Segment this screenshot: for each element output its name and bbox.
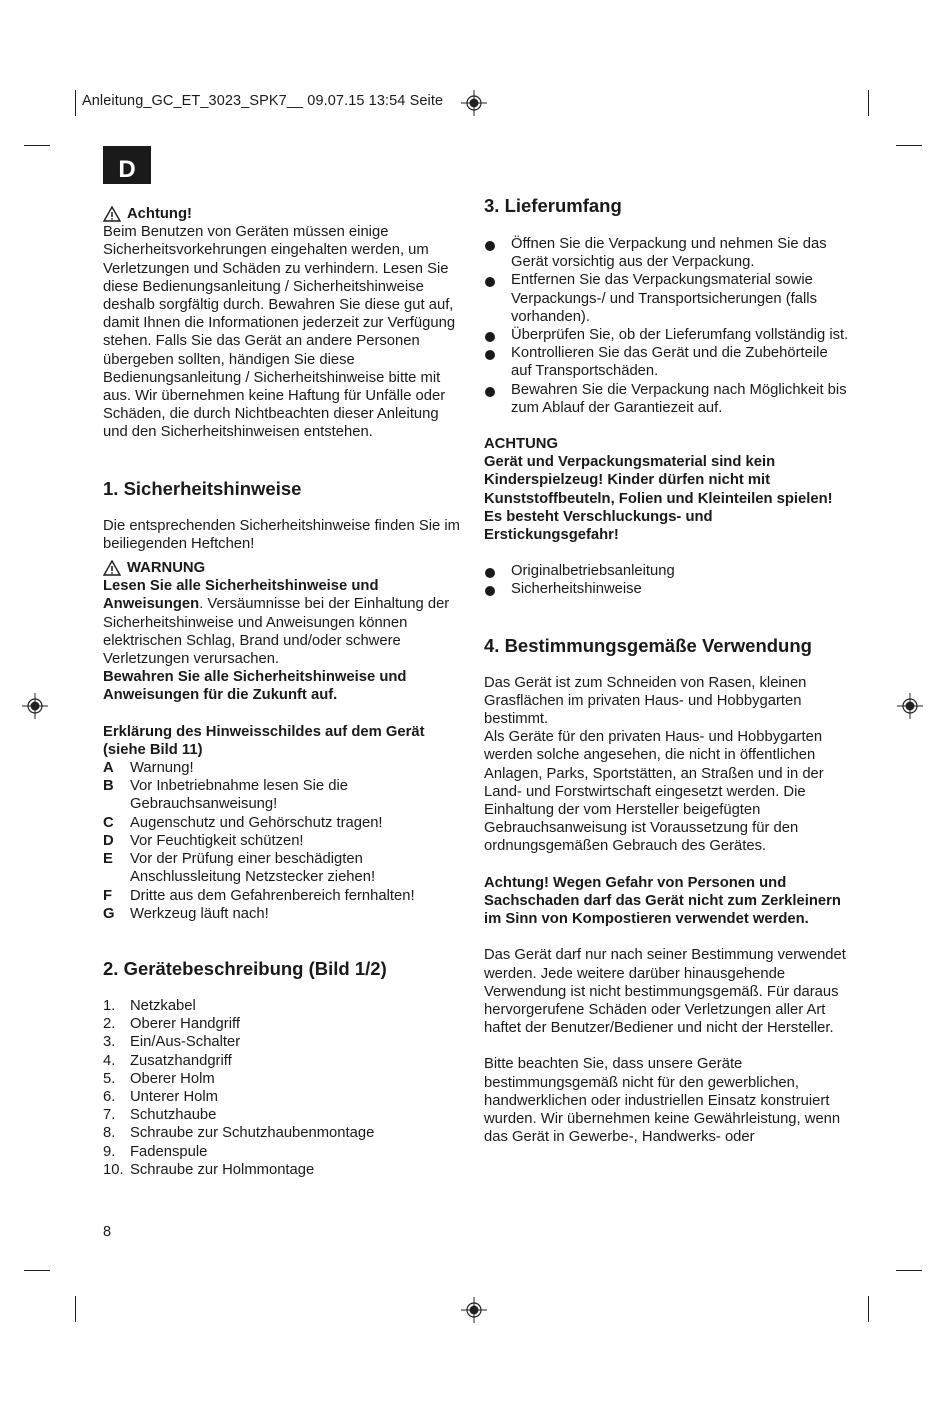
- part-item: [103, 1124, 463, 1142]
- bullet-icon: [485, 241, 495, 251]
- achtung-text: Beim Benutzen von Geräten müssen einige Sicherheitsvorkehrungen eingehalten werden, um Verletzungen und Schäden zu verhindern. Lesen Sie diese Bedienungsanleitung / Sicherheitshinweise deshalb sorgfältig durch. Bewahren Sie diese gut auf, damit Ihnen die Informationen jederzeit zur Verfügung stehen. Falls Sie das Gerät an andere Personen übergeben sollten, händigen Sie diese Bedienungsanleitung / Sicherheitshinweise bitte mit aus. Wir übernehmen keine Haftung für Unfälle oder Schäden, die durch Nichtbeachten dieser Anleitung und den Sicherheitshinweisen entstehen.: [103, 224, 456, 441]
- warnung-heading: [103, 559, 463, 577]
- part-item: [103, 1015, 463, 1033]
- crop-mark: [868, 90, 869, 116]
- part-name: Zusatzhandgriff: [130, 1052, 232, 1069]
- part-name: Oberer Holm: [130, 1070, 215, 1087]
- bullet-icon: [485, 350, 495, 360]
- sign-item: [103, 850, 463, 886]
- part-number: 8.: [103, 1125, 116, 1142]
- bullet-icon: [485, 568, 495, 578]
- delivery-step: [484, 271, 849, 326]
- crop-mark: [75, 1296, 76, 1322]
- sign-text: Werkzeug läuft nach!: [130, 905, 269, 922]
- language-tab: D: [103, 146, 151, 184]
- sign-item: [103, 759, 463, 777]
- section-4-title: 4. Bestimmungsgemäße Verwendung: [484, 634, 812, 656]
- part-number: 3.: [103, 1034, 116, 1051]
- part-item: [103, 1106, 463, 1124]
- step-text: Kontrollieren Sie das Gerät und die Zubehörteile auf Transportschäden.: [511, 345, 828, 380]
- right-column: [484, 195, 849, 1146]
- part-number: 4.: [103, 1052, 116, 1069]
- sign-text: Dritte aus dem Gefahrenbereich fernhalten!: [130, 887, 415, 904]
- step-text: Öffnen Sie die Verpackung und nehmen Sie das Gerät vorsichtig aus der Verpackung.: [511, 236, 827, 271]
- part-name: Schutzhaube: [130, 1107, 217, 1124]
- crop-mark: [896, 1270, 922, 1271]
- registration-mark-icon: [461, 90, 487, 116]
- warning-triangle-icon: [103, 560, 121, 576]
- delivery-steps: [484, 235, 849, 417]
- step-text: Überprüfen Sie, ob der Lieferumfang vollständig ist.: [511, 327, 849, 344]
- section-1-title: 1. Sicherheitshinweise: [103, 477, 302, 499]
- step-text: Bewahren Sie die Verpackung nach Möglichkeit bis zum Ablauf der Garantiezeit auf.: [511, 381, 847, 416]
- contents-item: [484, 580, 849, 598]
- part-number: 10.: [103, 1161, 124, 1178]
- part-name: Oberer Handgriff: [130, 1016, 240, 1033]
- crop-mark: [75, 90, 76, 116]
- section-4-warning: Achtung! Wegen Gefahr von Personen und Sachschaden darf das Gerät nicht zum Zerkleinern im Sinn von Kompostieren verwendet werden.: [484, 874, 841, 928]
- sign-text: Augenschutz und Gehörschutz tragen!: [130, 814, 383, 831]
- warnung-body: . Versäumnisse bei der Einhaltung der Sicherheitshinweise und Anweisungen können elektrischen Schlag, Brand und/oder schwere Verletzungen verursachen.: [103, 596, 450, 668]
- crop-mark: [24, 145, 50, 146]
- section-1-text: Die entsprechenden Sicherheitshinweise finden Sie im beiliegenden Heftchen!: [103, 517, 460, 552]
- page-number: 8: [103, 1224, 112, 1240]
- contents-list: [484, 562, 849, 598]
- sign-letter: A: [103, 760, 114, 777]
- part-name: Ein/Aus-Schalter: [130, 1034, 241, 1051]
- sign-item: [103, 814, 463, 832]
- sign-text: Warnung!: [130, 760, 194, 777]
- warning-triangle-icon: [103, 206, 121, 222]
- bullet-icon: [485, 586, 495, 596]
- section-4-paragraph: Das Gerät ist zum Schneiden von Rasen, kleinen Grasflächen im privaten Haus- und Hobbygarten bestimmt.: [484, 674, 807, 728]
- section-3-title: 3. Lieferumfang: [484, 195, 622, 216]
- section-4-paragraph: Das Gerät darf nur nach seiner Bestimmung verwendet werden. Jede weitere darüber hinausgehende Verwendung ist nicht bestimmungsgemäß. Für daraus hervorgerufene Schäden oder Verletzungen aller Art haftet der Benutzer/Bediener und nicht der Hersteller.: [484, 947, 846, 1037]
- part-name: Netzkabel: [130, 997, 196, 1014]
- crop-mark: [868, 1296, 869, 1322]
- part-item: [103, 1088, 463, 1106]
- bullet-icon: [485, 277, 495, 287]
- sign-text: Vor der Prüfung einer beschädigten Anschlussleitung Netzstecker ziehen!: [130, 851, 376, 886]
- section-4-paragraph: Bitte beachten Sie, dass unsere Geräte bestimmungsgemäß nicht für den gewerblichen, handwerklichen oder industriellen Einsatz konstruiert wurden. Wir übernehmen keine Gewährleistung, wenn das Gerät in Gewerbe-, Handwerks- oder: [484, 1056, 841, 1146]
- contents-text: Originalbetriebsanleitung: [511, 563, 675, 580]
- contents-item: [484, 562, 849, 580]
- part-number: 1.: [103, 997, 116, 1014]
- sign-item: [103, 887, 463, 905]
- section-4-paragraph: Als Geräte für den privaten Haus- und Hobbygarten werden solche angesehen, die nicht in öffentlichen Anlagen, Parks, Sportstätten, an Straßen und in der Land- und Forstwirtschaft eingesetzt werden. Die Einhaltung der vom Hersteller beigefügten Gebrauchsanweisung ist Voraussetzung für den ordnungsgemäßen Gebrauch des Gerätes.: [484, 729, 824, 855]
- step-text: Entfernen Sie das Verpackungsmaterial sowie Verpackungs-/ und Transportsicherungen (falls vorhanden).: [511, 272, 817, 325]
- part-item: [103, 1052, 463, 1070]
- registration-mark-icon: [897, 693, 923, 719]
- part-item: [103, 1161, 463, 1179]
- parts-list: [103, 997, 463, 1179]
- sign-letter: F: [103, 887, 113, 904]
- part-name: Unterer Holm: [130, 1088, 218, 1105]
- part-number: 5.: [103, 1070, 116, 1087]
- print-header: Anleitung_GC_ET_3023_SPK7__ 09.07.15 13:54 Seite: [82, 93, 444, 109]
- sign-letter: E: [103, 851, 113, 868]
- part-name: Schraube zur Holmmontage: [130, 1161, 315, 1178]
- section-2-title: 2. Gerätebeschreibung (Bild 1/2): [103, 957, 387, 979]
- warnung-keep: Bewahren Sie alle Sicherheitshinweise und Anweisungen für die Zukunft auf.: [103, 669, 407, 704]
- delivery-step: [484, 381, 849, 417]
- part-number: 7.: [103, 1107, 116, 1124]
- sign-item: [103, 777, 463, 813]
- erklaerung-title: Erklärung des Hinweisschildes auf dem Gerät (siehe Bild 11): [103, 723, 425, 758]
- delivery-step: [484, 326, 849, 344]
- part-item: [103, 1070, 463, 1088]
- part-number: 6.: [103, 1088, 116, 1105]
- part-item: [103, 1143, 463, 1161]
- contents-text: Sicherheitshinweise: [511, 581, 642, 598]
- sign-letter: G: [103, 905, 115, 922]
- warnung-text: [103, 577, 463, 668]
- part-item: [103, 1033, 463, 1051]
- sign-list: [103, 759, 463, 923]
- delivery-step: [484, 344, 849, 380]
- registration-mark-icon: [461, 1297, 487, 1323]
- sign-letter: D: [103, 832, 114, 849]
- warnung-title: WARNUNG: [127, 560, 206, 577]
- sign-letter: B: [103, 778, 114, 795]
- achtung-label: ACHTUNG: [484, 436, 558, 453]
- crop-mark: [24, 1270, 50, 1271]
- part-number: 2.: [103, 1016, 116, 1033]
- achtung-title: Achtung!: [127, 206, 192, 222]
- part-item: [103, 997, 463, 1015]
- sign-text: Vor Feuchtigkeit schützen!: [130, 832, 304, 849]
- sign-item: [103, 832, 463, 850]
- sign-item: [103, 905, 463, 923]
- achtung-warning: Gerät und Verpackungsmaterial sind kein Kinderspielzeug! Kinder dürfen nicht mit Kunststoffbeuteln, Folien und Kleinteilen spielen! Es besteht Verschluckungs- und Erstickungsgefahr!: [484, 454, 833, 544]
- left-column: [103, 205, 463, 1179]
- achtung-heading: [103, 205, 463, 223]
- bullet-icon: [485, 332, 495, 342]
- sign-letter: C: [103, 814, 114, 831]
- part-number: 9.: [103, 1143, 116, 1160]
- registration-mark-icon: [22, 693, 48, 719]
- part-name: Schraube zur Schutzhaubenmontage: [130, 1125, 375, 1142]
- sign-text: Vor Inbetriebnahme lesen Sie die Gebrauchsanweisung!: [130, 778, 348, 813]
- crop-mark: [896, 145, 922, 146]
- delivery-step: [484, 235, 849, 271]
- part-name: Fadenspule: [130, 1143, 208, 1160]
- warnung-bold: Lesen Sie alle Sicherheitshinweise und Anweisungen: [103, 578, 379, 613]
- bullet-icon: [485, 387, 495, 397]
